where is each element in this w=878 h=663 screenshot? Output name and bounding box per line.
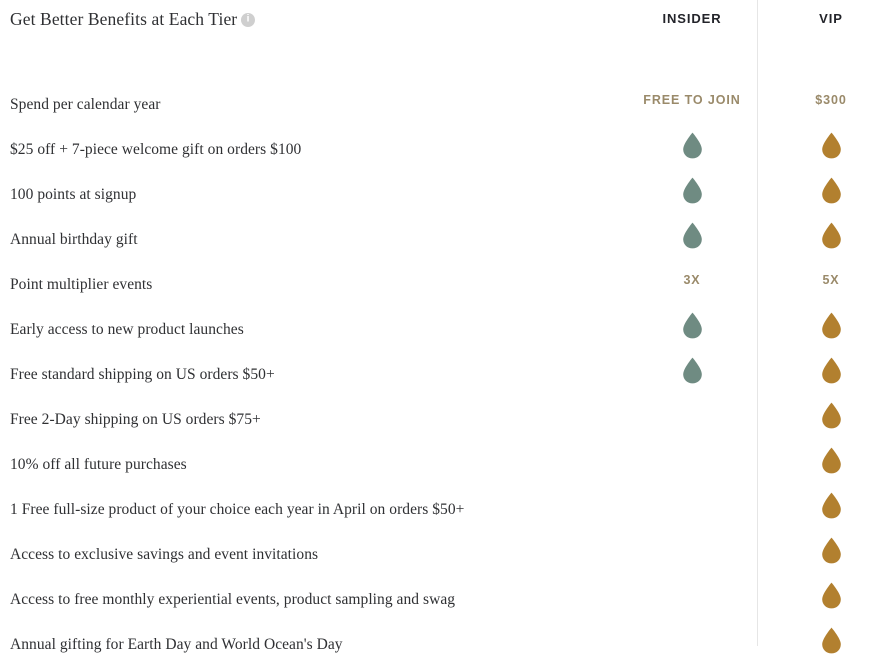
row-label: Annual gifting for Earth Day and World Ocean's Day [10,636,343,653]
cell-vip [761,218,878,252]
info-icon[interactable] [241,13,255,27]
cell-insider [622,533,762,567]
row-label: 100 points at signup [10,186,137,203]
cell-vip [761,308,878,342]
cell-vip [761,83,878,117]
droplet-icon [821,447,842,474]
cell-vip [761,578,878,612]
droplet-icon [682,132,703,159]
cell-insider [622,128,762,162]
row-label: Access to exclusive savings and event invitations [10,546,319,563]
cell-value-vip: 5X [822,273,840,287]
cell-insider [622,218,762,252]
page-title: Get Better Benefits at Each Tier [10,9,238,29]
cell-insider [622,578,762,612]
cell-vip [761,173,878,207]
droplet-icon [821,357,842,384]
cell-value-vip: $300 [815,93,847,107]
droplet-icon [682,222,703,249]
cell-insider [622,398,762,432]
row-label: Spend per calendar year [10,96,161,113]
droplet-icon [821,177,842,204]
row-label: Early access to new product launches [10,321,244,338]
cell-value-insider: FREE TO JOIN [643,93,741,107]
cell-vip [761,353,878,387]
cell-vip [761,623,878,657]
cell-vip [761,128,878,162]
cell-insider [622,308,762,342]
row-label: 1 Free full-size product of your choice each year in April on orders $50+ [10,501,465,518]
droplet-icon [821,492,842,519]
row-label: Point multiplier events [10,276,153,293]
cell-value-insider: 3X [683,273,701,287]
cell-vip [761,263,878,297]
row-label: Free standard shipping on US orders $50+ [10,366,275,383]
info-icon-glyph: i [246,13,250,25]
column-header-vip: VIP [819,11,843,26]
droplet-icon [821,582,842,609]
droplet-icon [682,177,703,204]
table-row [0,637,878,663]
row-label: Free 2-Day shipping on US orders $75+ [10,411,261,428]
row-label: Access to free monthly experiential events, product sampling and swag [10,591,456,608]
cell-vip [761,533,878,567]
cell-insider [622,488,762,522]
cell-vip [761,398,878,432]
droplet-icon [821,312,842,339]
droplet-icon [821,627,842,654]
row-label: Annual birthday gift [10,231,138,248]
cell-insider [622,623,762,657]
cell-vip [761,443,878,477]
droplet-icon [821,132,842,159]
row-label: 10% off all future purchases [10,456,187,473]
cell-insider [622,83,762,117]
droplet-icon [821,402,842,429]
cell-vip [761,488,878,522]
droplet-icon [821,222,842,249]
cell-insider [622,353,762,387]
cell-insider [622,263,762,297]
droplet-icon [821,537,842,564]
row-label: $25 off + 7-piece welcome gift on orders $100 [10,141,302,158]
cell-insider [622,443,762,477]
column-header-insider: INSIDER [662,11,722,26]
table-header [0,0,878,44]
cell-insider [622,173,762,207]
droplet-icon [682,312,703,339]
droplet-icon [682,357,703,384]
